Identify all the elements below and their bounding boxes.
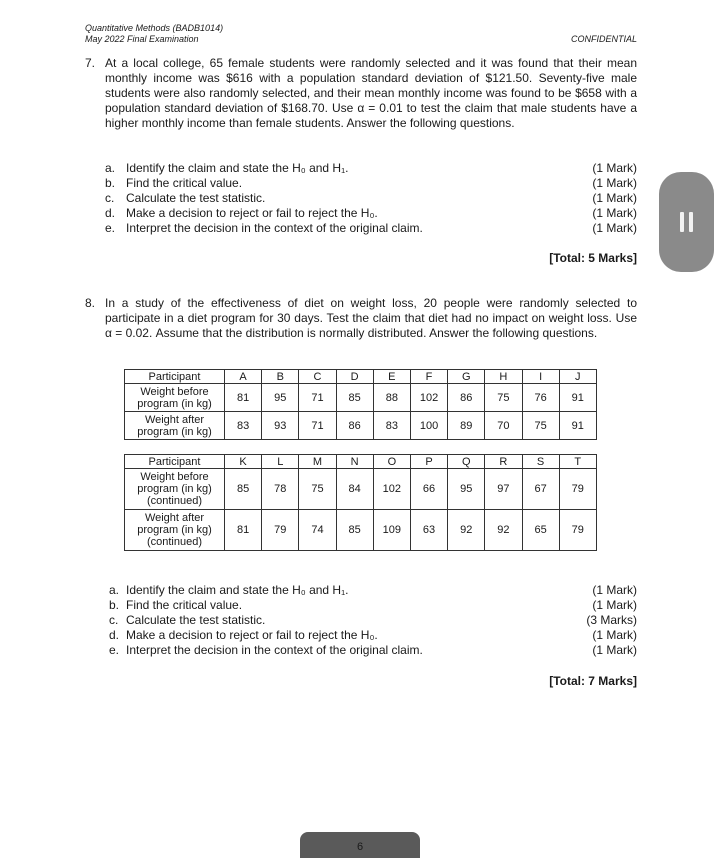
after-cell: 93 — [262, 412, 299, 440]
confidential-label: CONFIDENTIAL — [570, 34, 637, 44]
after-cell: 81 — [225, 510, 262, 551]
after-cell: 71 — [299, 412, 336, 440]
part-marks: (1 Mark) — [592, 206, 637, 220]
after-cell: 85 — [336, 510, 373, 551]
after-cell: 79 — [559, 510, 596, 551]
weight-table-1 — [124, 369, 597, 440]
participant-cell: N — [336, 455, 373, 469]
part-marks: (1 Mark) — [592, 161, 637, 175]
page-number-tab — [300, 832, 420, 858]
after-cell: 86 — [336, 412, 373, 440]
part-marks: (1 Mark) — [592, 583, 637, 597]
part-marks: (1 Mark) — [592, 598, 637, 612]
after-cell: 92 — [448, 510, 485, 551]
part-text: Interpret the decision in the context of the original claim. — [126, 643, 423, 657]
after-cell: 92 — [485, 510, 522, 551]
q7-part-b — [105, 176, 637, 191]
question-8-number: 8. — [85, 296, 96, 310]
q8-part-d — [109, 628, 637, 643]
before-cell: 85 — [225, 469, 262, 510]
question-7-number: 7. — [85, 56, 96, 70]
participant-cell: S — [522, 455, 559, 469]
participant-cell: J — [559, 370, 596, 384]
after-cell: 83 — [373, 412, 410, 440]
part-letter: a. — [109, 583, 120, 597]
participant-cell: P — [410, 455, 447, 469]
q7-part-c — [105, 191, 637, 206]
q8-part-c — [109, 613, 637, 628]
part-letter: b. — [109, 598, 120, 612]
q7-part-d — [105, 206, 637, 221]
weight-table-2 — [124, 454, 597, 551]
before-cell: 75 — [485, 384, 522, 412]
part-letter: c. — [105, 191, 115, 205]
before-label: Weight before program (in kg) — [125, 384, 225, 412]
participant-cell: D — [336, 370, 373, 384]
table-row — [125, 384, 597, 412]
before-cell: 86 — [448, 384, 485, 412]
after-cell: 100 — [410, 412, 447, 440]
q7-part-a — [105, 161, 637, 176]
before-cell: 76 — [522, 384, 559, 412]
part-letter: e. — [109, 643, 120, 657]
after-label: Weight after program (in kg) — [125, 412, 225, 440]
participant-cell: Q — [448, 455, 485, 469]
q8-part-b — [109, 598, 637, 613]
question-8-parts — [109, 583, 637, 658]
part-letter: c. — [109, 613, 119, 627]
table-row — [125, 455, 597, 469]
participant-cell: K — [225, 455, 262, 469]
after-cell: 91 — [559, 412, 596, 440]
after-cell: 79 — [262, 510, 299, 551]
header-label: Participant — [125, 455, 225, 469]
before-label: Weight before program (in kg) (continued) — [125, 469, 225, 510]
part-marks: (1 Mark) — [592, 643, 637, 657]
before-cell: 95 — [448, 469, 485, 510]
participant-cell: L — [262, 455, 299, 469]
before-cell: 81 — [225, 384, 262, 412]
q8-part-e — [109, 643, 637, 658]
part-text: Interpret the decision in the context of the original claim. — [126, 221, 423, 235]
before-cell: 102 — [410, 384, 447, 412]
before-cell: 67 — [522, 469, 559, 510]
participant-cell: B — [262, 370, 299, 384]
after-cell: 109 — [373, 510, 410, 551]
part-marks: (1 Mark) — [592, 176, 637, 190]
after-cell: 75 — [522, 412, 559, 440]
part-marks: (3 Marks) — [586, 613, 637, 627]
part-text: Identify the claim and state the H₀ and H₁. — [126, 161, 349, 175]
before-cell: 97 — [485, 469, 522, 510]
after-label: Weight after program (in kg) (continued) — [125, 510, 225, 551]
before-cell: 88 — [373, 384, 410, 412]
table-row — [125, 510, 597, 551]
part-text: Find the critical value. — [126, 176, 243, 190]
side-drag-handle[interactable] — [659, 172, 714, 272]
after-cell: 89 — [448, 412, 485, 440]
participant-cell: C — [299, 370, 336, 384]
course-title: Quantitative Methods (BADB1014) — [85, 23, 224, 33]
part-letter: d. — [105, 206, 116, 220]
part-text: Identify the claim and state the H₀ and H₁. — [126, 583, 349, 597]
table-row — [125, 469, 597, 510]
before-cell: 85 — [336, 384, 373, 412]
participant-cell: F — [410, 370, 447, 384]
before-cell: 75 — [299, 469, 336, 510]
part-text: Calculate the test statistic. — [126, 191, 266, 205]
table-row — [125, 370, 597, 384]
page-number: 6 — [356, 841, 364, 853]
before-cell: 71 — [299, 384, 336, 412]
q7-part-e — [105, 221, 637, 236]
header-label: Participant — [125, 370, 225, 384]
q8-part-a — [109, 583, 637, 598]
question-8-text: In a study of the effectiveness of diet on weight loss, 20 people were randomly selected to participate in a diet program for 30 days. Test the claim that diet had no impact on weight loss. Use α = 0.02. Assume that the distribution is normally distributed. Answer the following questions. — [105, 296, 637, 340]
participant-cell: E — [373, 370, 410, 384]
before-cell: 66 — [410, 469, 447, 510]
participant-cell: A — [225, 370, 262, 384]
part-text: Calculate the test statistic. — [126, 613, 266, 627]
before-cell: 84 — [336, 469, 373, 510]
before-cell: 95 — [262, 384, 299, 412]
part-marks: (1 Mark) — [592, 628, 637, 642]
part-marks: (1 Mark) — [592, 221, 637, 235]
after-cell: 83 — [225, 412, 262, 440]
part-letter: a. — [105, 161, 116, 175]
part-text: Make a decision to reject or fail to reject the H₀. — [126, 628, 378, 642]
participant-cell: H — [485, 370, 522, 384]
part-letter: e. — [105, 221, 116, 235]
part-letter: b. — [105, 176, 116, 190]
participant-cell: O — [373, 455, 410, 469]
before-cell: 102 — [373, 469, 410, 510]
after-cell: 65 — [522, 510, 559, 551]
part-letter: d. — [109, 628, 120, 642]
participant-cell: T — [559, 455, 596, 469]
question-7-total: [Total: 5 Marks] — [549, 251, 637, 265]
question-8-total: [Total: 7 Marks] — [549, 674, 637, 688]
question-7-text: At a local college, 65 female students were randomly selected and it was found that their mean monthly income was $616 with a population standard deviation of $121.50. Seventy-five male students were also randomly selected, and their mean monthly income was found to be $658 with a population standard deviation of $168.70. Use α = 0.01 to test the claim that male students have a higher monthly income than female students. Answer the following questions. — [105, 56, 637, 130]
before-cell: 78 — [262, 469, 299, 510]
part-text: Find the critical value. — [126, 598, 243, 612]
after-cell: 74 — [299, 510, 336, 551]
exam-title: May 2022 Final Examination — [85, 34, 199, 44]
participant-cell: G — [448, 370, 485, 384]
after-cell: 63 — [410, 510, 447, 551]
grip-icon — [680, 212, 684, 232]
participant-cell: M — [299, 455, 336, 469]
grip-icon — [689, 212, 693, 232]
participant-cell: R — [485, 455, 522, 469]
after-cell: 70 — [485, 412, 522, 440]
table-row — [125, 412, 597, 440]
before-cell: 79 — [559, 469, 596, 510]
before-cell: 91 — [559, 384, 596, 412]
question-7-parts — [105, 161, 637, 236]
part-text: Make a decision to reject or fail to reject the H₀. — [126, 206, 378, 220]
part-marks: (1 Mark) — [592, 191, 637, 205]
participant-cell: I — [522, 370, 559, 384]
